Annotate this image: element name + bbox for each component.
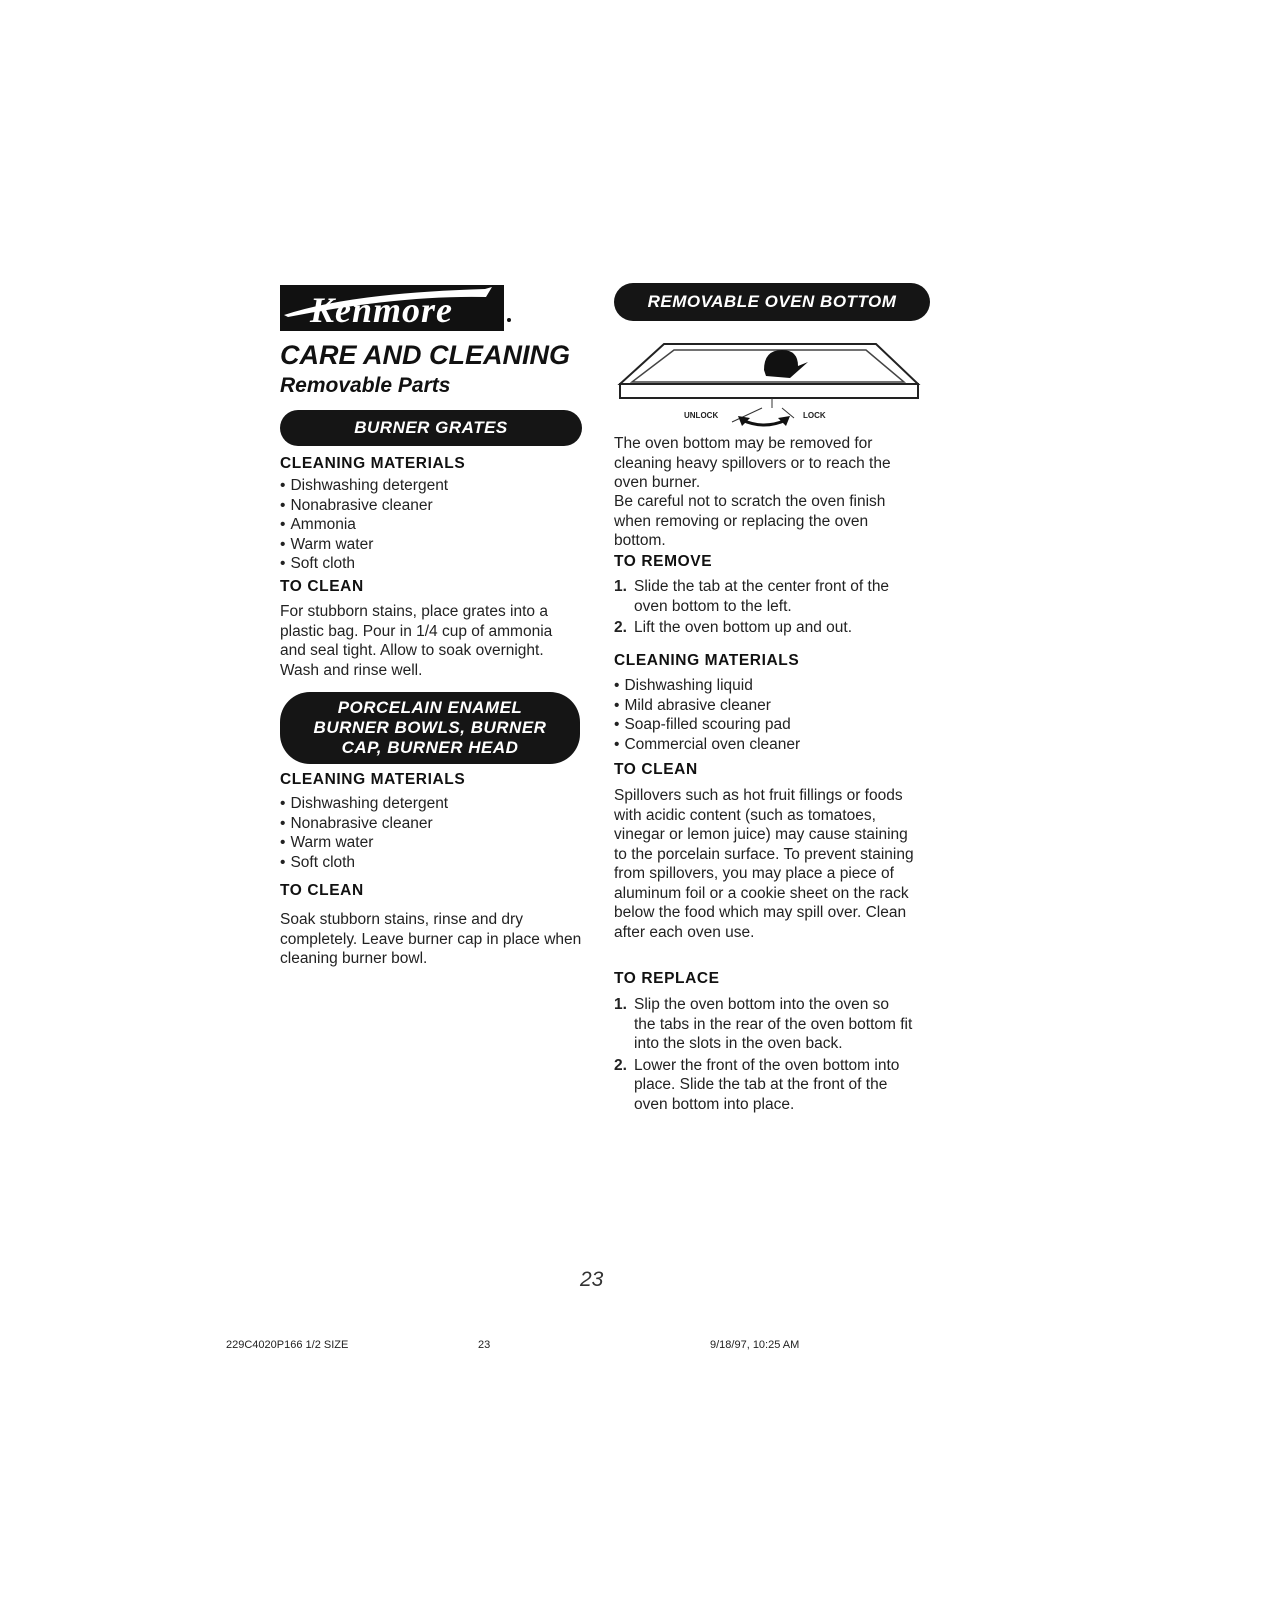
heading-to-clean-3: TO CLEAN: [614, 761, 698, 778]
text-to-clean-3: Spillovers such as hot fruit fillings or foods with acidic content (such as tomatoes, vinegar or lemon juice) may cause staining to the porcelain surface. To prevent staining from spillovers, you may place a piece of aluminum foil or a cookie sheet on the rack below the food which may spill over. Clean after each oven use.: [614, 787, 914, 941]
kenmore-logo: [280, 285, 504, 331]
page-number: 23: [580, 1268, 604, 1291]
heading-to-clean-1: TO CLEAN: [280, 578, 364, 595]
list-item: • Warm water: [280, 833, 448, 853]
step-number: 1.: [614, 578, 627, 595]
list-item: • Soap-filled scouring pad: [614, 715, 800, 735]
banner-line: PORCELAIN ENAMEL: [337, 698, 523, 717]
heading-cleaning-materials-1: CLEANING MATERIALS: [280, 455, 466, 472]
step-text: Slip the oven bottom into the oven so the tabs in the rear of the oven bottom fit into the slots in the oven back.: [634, 996, 913, 1052]
list-item: • Dishwashing detergent: [280, 476, 448, 496]
logo-text: Kenmore: [310, 290, 454, 330]
banner-line: CAP, BURNER HEAD: [341, 738, 519, 757]
text-intro-1: The oven bottom may be removed for cleaning heavy spillovers or to reach the oven burner.: [614, 435, 891, 491]
step-number: 1.: [614, 996, 627, 1013]
list-item: • Soft cloth: [280, 853, 448, 873]
banner-line: BURNER BOWLS, BURNER: [313, 718, 547, 737]
step-number: 2.: [614, 1056, 627, 1074]
oven-bottom-diagram: [614, 340, 924, 428]
banner-removable-oven-bottom: REMOVABLE OVEN BOTTOM: [614, 283, 930, 321]
list-materials-3: [614, 676, 800, 754]
list-item: • Nonabrasive cleaner: [280, 496, 448, 516]
list-item: [614, 995, 914, 1054]
text-intro-2: Be careful not to scratch the oven finish when removing or replacing the oven bottom.: [614, 493, 886, 549]
list-item: [614, 577, 920, 616]
list-materials-2: [280, 794, 448, 872]
list-item: • Soft cloth: [280, 554, 448, 574]
list-item: [614, 618, 920, 638]
lock-label: LOCK: [803, 411, 826, 420]
list-item: [614, 1056, 914, 1115]
list-item: • Dishwashing liquid: [614, 676, 800, 696]
heading-to-remove: TO REMOVE: [614, 553, 713, 570]
list-item: • Nonabrasive cleaner: [280, 814, 448, 834]
footer-file-id: 229C4020P166 1/2 SIZE: [226, 1339, 349, 1351]
banner-porcelain-enamel: [280, 692, 580, 764]
text-to-clean-2: Soak stubborn stains, rinse and dry completely. Leave burner cap in place when cleaning burner bowl.: [280, 911, 582, 967]
list-item: • Dishwashing detergent: [280, 794, 448, 814]
list-item: • Ammonia: [280, 515, 448, 535]
list-remove-steps: [614, 577, 920, 640]
page-title: CARE AND CLEANING: [280, 340, 570, 370]
text-to-clean-1: For stubborn stains, place grates into a plastic bag. Pour in 1/4 cup of ammonia and seal tight. Allow to soak overnight. Wash and rinse well.: [280, 603, 553, 679]
list-item: • Mild abrasive cleaner: [614, 696, 800, 716]
footer-page: 23: [478, 1339, 491, 1351]
unlock-label: UNLOCK: [684, 411, 719, 420]
step-text: Lower the front of the oven bottom into place. Slide the tab at the front of the oven bottom into place.: [634, 1056, 900, 1113]
heading-cleaning-materials-2: CLEANING MATERIALS: [280, 771, 466, 788]
footer-timestamp: 9/18/97, 10:25 AM: [710, 1339, 800, 1351]
list-item: • Commercial oven cleaner: [614, 735, 800, 755]
heading-cleaning-materials-3: CLEANING MATERIALS: [614, 652, 800, 669]
list-materials-1: [280, 476, 448, 574]
heading-to-clean-2: TO CLEAN: [280, 882, 364, 899]
list-item: • Warm water: [280, 535, 448, 555]
step-number: 2.: [614, 619, 627, 636]
heading-to-replace: TO REPLACE: [614, 970, 720, 987]
page-subtitle: Removable Parts: [280, 374, 451, 397]
step-text: Lift the oven bottom up and out.: [634, 619, 853, 636]
step-text: Slide the tab at the center front of the oven bottom to the left.: [634, 578, 890, 615]
banner-burner-grates: BURNER GRATES: [280, 410, 582, 446]
lock-arrow-icon: [742, 420, 786, 425]
oven-bottom-front-edge: [620, 384, 918, 398]
logo-registered-dot: [507, 318, 511, 322]
tab-icon: [764, 350, 808, 378]
list-replace-steps: [614, 995, 914, 1116]
